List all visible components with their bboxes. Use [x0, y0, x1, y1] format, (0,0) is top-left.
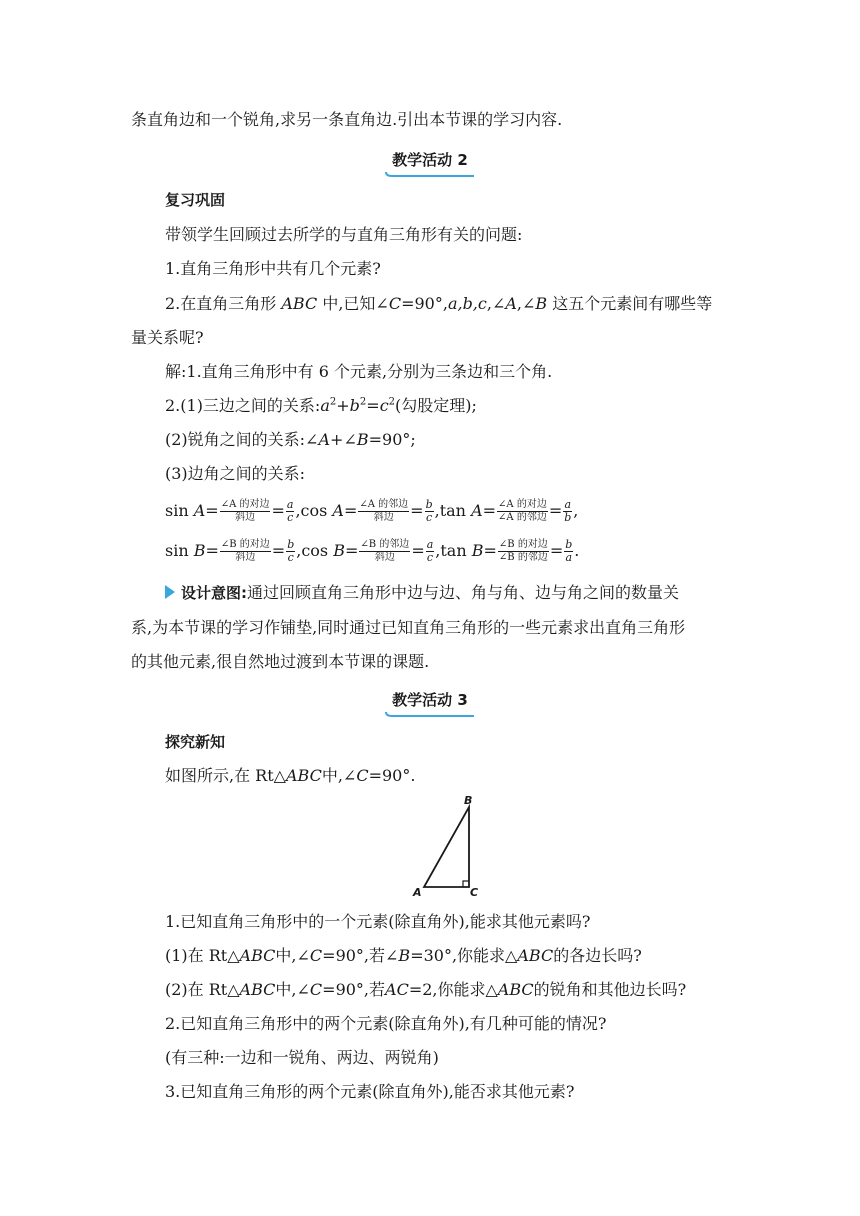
- problem-1: 1.已知直角三角形中的一个元素(除直角外),能求其他元素吗?: [165, 912, 591, 931]
- vertex-label-a: A: [413, 886, 422, 898]
- den: 斜边: [235, 512, 256, 523]
- den: 斜边: [373, 512, 394, 523]
- sup: 2: [388, 396, 396, 408]
- answer-1: 解:1.直角三角形中有 6 个元素,分别为三条边和三个角.: [165, 362, 553, 381]
- num: ∠A 的邻边: [359, 499, 409, 510]
- var: a,b,c: [447, 294, 487, 313]
- var: B: [398, 946, 411, 965]
- section-heading-3: [0, 690, 860, 716]
- text: sin: [165, 541, 194, 560]
- heading-label: 教学活动 3: [392, 691, 468, 709]
- design-intent: [165, 583, 679, 603]
- var: A: [332, 501, 344, 520]
- text: (勾股定理);: [395, 396, 477, 415]
- fraction: [498, 539, 549, 564]
- den: b: [564, 511, 572, 524]
- text: =90°,若∠: [322, 946, 399, 965]
- den: c: [287, 511, 294, 524]
- text: =: [343, 501, 358, 520]
- design-label: 设计意图:: [181, 584, 247, 602]
- fraction: [220, 539, 271, 564]
- text: .: [574, 541, 580, 560]
- text: =: [271, 541, 286, 560]
- text: ,∠: [486, 294, 506, 313]
- var: C: [309, 980, 323, 999]
- text: =: [411, 541, 425, 560]
- text: =: [548, 501, 563, 520]
- text: +: [336, 396, 350, 415]
- num: b: [287, 538, 295, 551]
- question-2-cont: 量关系呢?: [131, 328, 204, 347]
- num: a: [426, 538, 434, 551]
- var: A: [471, 501, 483, 520]
- text: 通过回顾直角三角形中边与边、角与角、边与角之间的数量关: [247, 583, 680, 602]
- fraction: [497, 499, 548, 524]
- fraction: [286, 499, 295, 524]
- problem-1a: [165, 946, 642, 966]
- text: ,tan: [434, 501, 472, 520]
- section-heading-2: [0, 150, 860, 176]
- var: B: [333, 541, 345, 560]
- text: 中,∠: [275, 980, 310, 999]
- den: 斜边: [235, 552, 256, 563]
- text: 中,已知∠: [322, 294, 389, 313]
- text: =: [483, 541, 497, 560]
- text: 中,∠: [275, 946, 310, 965]
- var: B: [356, 430, 369, 449]
- arrow-right-icon: [165, 585, 175, 599]
- vertex-label-b: B: [464, 794, 473, 807]
- fraction: [286, 539, 295, 564]
- text: =30°,你能求△: [410, 946, 518, 965]
- den: ∠A 的邻边: [498, 512, 547, 523]
- heading-underline: [384, 171, 476, 177]
- num: b: [425, 498, 433, 511]
- text: 的各边长吗?: [553, 946, 642, 965]
- var: a: [320, 396, 330, 415]
- den: c: [287, 551, 294, 564]
- var: B: [471, 541, 484, 560]
- design-intent-3: 的其他元素,很自然地过渡到本节课的课题.: [131, 652, 430, 671]
- var: b: [349, 396, 360, 415]
- design-intent-2: 系,为本节课的学习作铺垫,同时通过已知直角三角形的一些元素求出直角三角形: [131, 618, 686, 637]
- fraction: [426, 539, 435, 564]
- fraction: [564, 539, 573, 564]
- sup: 2: [329, 396, 337, 408]
- var: ABC: [239, 980, 276, 999]
- text: =: [482, 501, 497, 520]
- var: C: [356, 766, 369, 785]
- text: 这五个元素间有哪些等: [552, 294, 713, 313]
- text: ,cos: [295, 501, 333, 520]
- var: ABC: [239, 946, 276, 965]
- question-1: 1.直角三角形中共有几个元素?: [165, 259, 381, 278]
- sup: 2: [359, 396, 367, 408]
- text: =: [205, 541, 219, 560]
- num: a: [286, 498, 294, 511]
- text: 中,∠: [321, 766, 357, 785]
- var: AC: [385, 980, 409, 999]
- text: 2.(1)三边之间的关系:: [165, 396, 321, 415]
- num: ∠A 的对边: [220, 499, 270, 510]
- var: A: [505, 294, 517, 313]
- fraction: [220, 499, 271, 524]
- heading-label: 教学活动 2: [392, 151, 468, 169]
- num: ∠B 的对边: [498, 539, 548, 550]
- fraction: [563, 499, 572, 524]
- text: ,: [573, 501, 579, 520]
- trig-row-a: [165, 496, 578, 526]
- den: 斜边: [374, 552, 395, 563]
- var: ABC: [517, 946, 554, 965]
- answer-4: (3)边角之间的关系:: [165, 464, 306, 483]
- trig-row-b: [165, 536, 579, 566]
- text: =: [205, 501, 219, 520]
- answer-2: [165, 396, 477, 416]
- text: 的锐角和其他边长吗?: [533, 980, 687, 999]
- problem-2: 2.已知直角三角形中的两个元素(除直角外),有几种可能的情况?: [165, 1014, 607, 1033]
- den: c: [426, 511, 433, 524]
- problem-2-answer: (有三种:一边和一锐角、两边、两锐角): [165, 1048, 439, 1067]
- var: A: [318, 430, 331, 449]
- text: sin: [165, 501, 194, 520]
- var: ABC: [285, 766, 322, 785]
- fraction: [358, 499, 409, 524]
- explore-title: 探究新知: [165, 733, 226, 751]
- fraction: [359, 539, 410, 564]
- var: c: [379, 396, 389, 415]
- num: a: [564, 498, 572, 511]
- text: =90°,若: [322, 980, 386, 999]
- var: B: [535, 294, 548, 313]
- question-2: [165, 294, 712, 314]
- text: =: [410, 501, 424, 520]
- triangle-shape: [424, 807, 469, 887]
- vertex-label-c: C: [470, 886, 479, 898]
- heading-underline: [384, 711, 476, 717]
- review-lead: 带领学生回顾过去所学的与直角三角形有关的问题:: [165, 225, 523, 244]
- intro-line: 条直角边和一个锐角,求另一条直角边.引出本节课的学习内容.: [131, 110, 563, 129]
- text: =: [271, 501, 285, 520]
- problem-3: 3.已知直角三角形的两个元素(除直角外),能否求其他元素?: [165, 1082, 575, 1101]
- num: ∠B 的对边: [220, 539, 270, 550]
- text: =2,你能求△: [408, 980, 498, 999]
- var: B: [193, 541, 206, 560]
- text: ,tan: [435, 541, 472, 560]
- text: =90°;: [368, 430, 416, 449]
- den: ∠B 的邻边: [498, 552, 548, 563]
- var: C: [309, 946, 323, 965]
- text: ,cos: [296, 541, 334, 560]
- text: (2)在 Rt△: [165, 980, 240, 999]
- var: C: [388, 294, 402, 313]
- text: 如图所示,在 Rt△: [165, 766, 286, 785]
- text: =: [549, 541, 564, 560]
- var: A: [193, 501, 206, 520]
- var: ABC: [281, 294, 318, 313]
- triangle-figure: [408, 792, 488, 898]
- review-title: 复习巩固: [165, 191, 226, 209]
- var: ABC: [497, 980, 534, 999]
- text: =: [345, 541, 359, 560]
- text: (1)在 Rt△: [165, 946, 240, 965]
- text: (2)锐角之间的关系:∠: [165, 430, 319, 449]
- text: +∠: [330, 430, 357, 449]
- den: a: [565, 551, 573, 564]
- num: ∠B 的邻边: [360, 539, 410, 550]
- text: =90°,: [401, 294, 448, 313]
- text: ,∠: [516, 294, 536, 313]
- num: b: [565, 538, 573, 551]
- text: 2.在直角三角形: [165, 294, 277, 313]
- explore-lead: [165, 766, 415, 786]
- text: =90°.: [368, 766, 416, 785]
- num: ∠A 的对边: [498, 499, 547, 510]
- text: =: [366, 396, 380, 415]
- fraction: [425, 499, 434, 524]
- den: c: [426, 551, 434, 564]
- problem-1b: [165, 980, 686, 1000]
- answer-3: [165, 430, 416, 450]
